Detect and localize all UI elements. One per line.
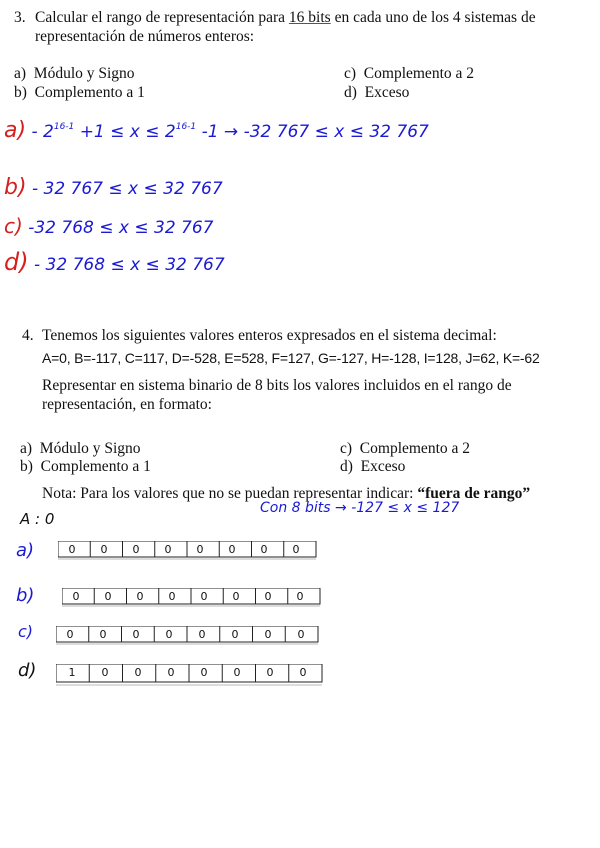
q4-para-line1: Representar en sistema binario de 8 bits los valores incluidos en el rango de [42,377,512,394]
bit-c-5: 0 [231,628,239,641]
q3-option-c [344,64,474,83]
bit-a-5: 0 [228,543,236,556]
bit-row-c [56,626,322,646]
q4-option-a [20,439,141,458]
bit-d-5: 0 [233,666,241,679]
bit-b-7: 0 [296,590,304,603]
q4-option-d [340,457,405,476]
bit-a-6: 0 [260,543,268,556]
q3-line1-underlined: 16 bits [288,9,331,26]
bit-a-2: 0 [132,543,140,556]
bit-row-a [58,541,320,561]
hw-c-label: c) [4,214,23,238]
q4-note-pre: Nota: Para los valores que no se puedan representar indicar: [42,485,418,502]
bit-a-1: 0 [100,543,108,556]
hw-d-text: - 32 768 ≤ x ≤ 32 767 [34,255,225,275]
bit-d-7: 0 [299,666,307,679]
bit-b-2: 0 [136,590,144,603]
hw-var-label: A : 0 [20,510,55,528]
bit-b-3: 0 [168,590,176,603]
bit-c-0: 0 [66,628,74,641]
bit-b-4: 0 [200,590,208,603]
bit-c-3: 0 [165,628,173,641]
hw-a-label: a) [4,118,27,143]
q4-option-a-label: a) [20,440,33,457]
q3-option-d-text: Exceso [364,84,410,101]
bit-d-1: 0 [101,666,109,679]
q3-option-c-text: Complemento a 2 [363,65,474,82]
bit-a-0: 0 [68,543,76,556]
hw-c-line [4,214,213,238]
q3-line2: representación de números enteros: [35,28,255,45]
bit-c-6: 0 [264,628,272,641]
bit-d-3: 0 [167,666,175,679]
q4-option-d-label: d) [340,458,353,475]
q4-option-b-text: Complemento a 1 [40,458,151,475]
q3-line1 [35,8,536,27]
bit-a-7: 0 [292,543,300,556]
q3-option-b-label: b) [14,84,27,101]
q4-values: A=0, B=-117, C=117, D=-528, E=528, F=127, G=-127, H=-128, I=128, J=62, K=-62 [42,350,540,366]
row-d-label: d) [18,660,37,681]
hw-d-label: d) [4,248,29,276]
bit-a-4: 0 [196,543,204,556]
q3-option-d-label: d) [344,84,357,101]
q3-option-b [14,83,145,102]
q3-line1-pre: Calcular el rango de representación para [35,9,289,26]
bit-b-0: 0 [72,590,80,603]
q3-option-a-text: Módulo y Signo [33,65,135,82]
hw-a-sup-1: 16-1 [53,122,75,132]
bit-b-1: 0 [104,590,112,603]
row-a-label: a) [16,540,35,561]
bit-c-2: 0 [132,628,140,641]
bit-c-1: 0 [99,628,107,641]
q4-option-b [20,457,151,476]
q3-option-b-text: Complemento a 1 [34,84,145,101]
q3-option-d [344,83,409,102]
q3-line1-post: en cada uno de los 4 sistemas de [330,9,536,26]
q3-option-a [14,64,135,83]
bit-b-6: 0 [264,590,272,603]
bit-d-4: 0 [200,666,208,679]
q4-option-c-text: Complemento a 2 [359,440,470,457]
hw-a-sup-2: 16-1 [175,122,197,132]
bit-row-d [56,664,328,684]
hw-a-text-3: -1 → -32 767 ≤ x ≤ 32 767 [201,122,429,142]
q3-number: 3. [14,9,26,26]
row-c-label: c) [18,622,34,641]
bit-c-7: 0 [297,628,305,641]
hw-c-text: -32 768 ≤ x ≤ 32 767 [28,218,214,238]
hw-b-line [4,175,223,200]
q4-intro: Tenemos los siguientes valores enteros expresados en el sistema decimal: [42,327,497,344]
bit-d-2: 0 [134,666,142,679]
hw-b-text: - 32 767 ≤ x ≤ 32 767 [31,179,223,199]
q3-option-a-label: a) [14,65,27,82]
row-b-label: b) [16,585,35,606]
hw-b-label: b) [4,175,27,200]
bit-b-5: 0 [232,590,240,603]
hw-a-line [4,118,429,143]
q4-option-c [340,439,470,458]
bit-a-3: 0 [164,543,172,556]
q4-note-bold: “fuera de rango” [417,485,531,502]
hw-d-line [4,248,225,276]
bit-d-6: 0 [266,666,274,679]
q4-option-b-label: b) [20,458,33,475]
bit-d-0: 1 [68,666,76,679]
bit-c-4: 0 [198,628,206,641]
hw-a-text-2: +1 ≤ x ≤ 2 [79,122,176,142]
bit-row-b [62,588,324,608]
q4-option-a-text: Módulo y Signo [39,440,141,457]
q4-option-c-label: c) [340,440,353,457]
hw-range-note: Con 8 bits → -127 ≤ x ≤ 127 [260,500,460,516]
q4-option-d-text: Exceso [360,458,406,475]
q4-para-line2: representación, en formato: [42,396,212,413]
hw-a-text-1: - 2 [31,122,54,142]
q3-option-c-label: c) [344,65,357,82]
q4-number: 4. [22,327,34,344]
